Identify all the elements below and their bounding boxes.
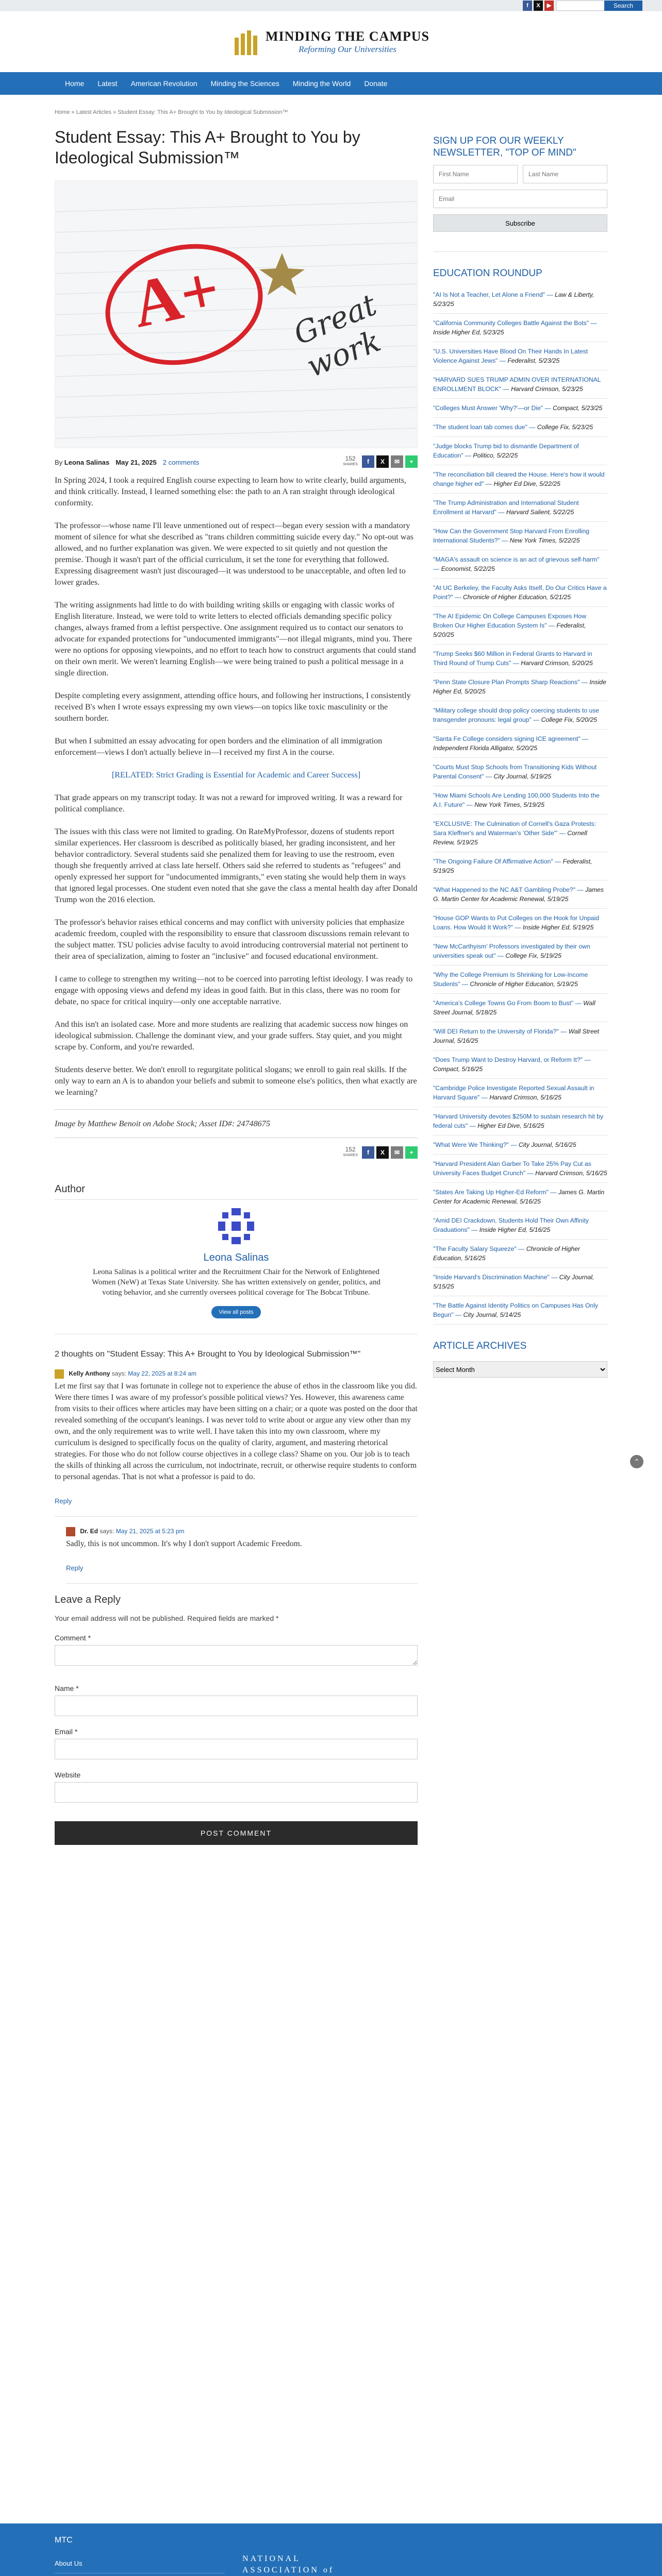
website-label: Website bbox=[55, 1771, 81, 1779]
roundup-item-source: City Journal, 5/16/25 bbox=[518, 1141, 576, 1148]
roundup-item-title[interactable]: "Judge blocks Trump bid to dismantle Department of Education" — bbox=[433, 443, 579, 459]
roundup-item-source: Inside Higher Ed, 5/20/25 bbox=[433, 679, 606, 695]
site-name: MINDING THE CAMPUS bbox=[266, 29, 429, 44]
roundup-item[interactable] bbox=[433, 418, 607, 437]
comments-heading: 2 thoughts on "Student Essay: This A+ Brought to You by Ideological Submission™" bbox=[55, 1350, 361, 1359]
newsletter-name-row bbox=[433, 165, 607, 183]
related-link[interactable]: [RELATED: Strict Grading is Essential for Academic and Career Success] bbox=[111, 770, 361, 779]
roundup-item-source: Federalist, 5/23/25 bbox=[507, 357, 560, 364]
roundup-item[interactable] bbox=[433, 730, 607, 758]
roundup-item[interactable] bbox=[433, 1211, 607, 1240]
roundup-item-source: New York Times, 5/19/25 bbox=[474, 801, 545, 808]
archives-heading: ARTICLE ARCHIVES bbox=[433, 1341, 527, 1351]
roundup-item-title[interactable]: "Colleges Must Answer 'Why?'—or Die" — bbox=[433, 404, 551, 412]
roundup-item-source: City Journal, 5/14/25 bbox=[463, 1311, 521, 1318]
roundup-item[interactable] bbox=[433, 937, 607, 965]
share-facebook-icon[interactable]: f bbox=[362, 455, 374, 468]
roundup-item-source: Federalist, 5/20/25 bbox=[433, 622, 586, 638]
page-title: Student Essay: This A+ Brought to You by Ideological Submission™ bbox=[55, 128, 360, 167]
email-label: Email * bbox=[55, 1727, 78, 1736]
roundup-item-title[interactable]: "The reconciliation bill cleared the House. Here's how it would change higher ed" — bbox=[433, 471, 605, 487]
roundup-item-title[interactable]: "America's College Towns Go From Boom to Bust" — bbox=[433, 999, 582, 1007]
comment-author[interactable]: Dr. Ed bbox=[80, 1528, 98, 1535]
roundup-item-source: Harvard Crimson, 5/16/25 bbox=[489, 1094, 561, 1101]
roundup-item-source: Inside Higher Ed, 5/19/25 bbox=[522, 924, 594, 931]
nas-name: NATIONAL ASSOCIATION of bbox=[242, 2554, 335, 2574]
roundup-item-source: Harvard Salient, 5/22/25 bbox=[506, 509, 574, 516]
commenter-avatar bbox=[55, 1369, 64, 1379]
share-count-number: 152 bbox=[345, 1146, 356, 1153]
roundup-item-title[interactable]: "How Miami Schools Are Lending 100,000 Students Into the A.I. Future" — bbox=[433, 792, 600, 808]
roundup-item-title[interactable]: "How Can the Government Stop Harvard From Enrolling International Students?" — bbox=[433, 528, 590, 544]
author-heading: Author bbox=[55, 1183, 418, 1200]
roundup-item-title[interactable]: "What Were We Thinking?" — bbox=[433, 1141, 517, 1148]
roundup-item-source: Independent Florida Alligator, 5/20/25 bbox=[433, 744, 538, 752]
name-label: Name * bbox=[55, 1684, 79, 1692]
roundup-item-source: Higher Ed Dive, 5/16/25 bbox=[477, 1122, 544, 1129]
roundup-item-source: New York Times, 5/22/25 bbox=[509, 537, 580, 544]
logo-columns-icon[interactable] bbox=[233, 28, 259, 55]
commenter-avatar bbox=[66, 1527, 75, 1536]
site-header bbox=[0, 11, 662, 72]
avatar-icon bbox=[216, 1206, 256, 1246]
comments-link[interactable]: 2 comments bbox=[162, 459, 200, 466]
comment-header bbox=[55, 1369, 418, 1379]
roundup-item-source: Law & Liberty, 5/23/25 bbox=[433, 291, 594, 308]
newsletter-email-input[interactable] bbox=[433, 190, 607, 208]
roundup-item[interactable] bbox=[433, 701, 607, 730]
roundup-item[interactable] bbox=[433, 399, 607, 418]
website-field[interactable] bbox=[55, 1782, 418, 1803]
footer-heading: MTC bbox=[55, 2536, 73, 2545]
roundup-item[interactable] bbox=[433, 1155, 607, 1183]
site-tagline: Reforming Our Universities bbox=[299, 44, 396, 54]
email-field[interactable] bbox=[55, 1739, 418, 1759]
article-paragraph: In Spring 2024, I took a required English course expecting to learn how to write clearly, build arguments, and think critically. Instead, I learned something else: the path to an A ran straight through ideological conformity. bbox=[55, 476, 406, 507]
comment-says: says: bbox=[100, 1528, 114, 1535]
roundup-item[interactable] bbox=[433, 579, 607, 607]
article-paragraph: The issues with this class were not limited to grading. On RateMyProfessor, dozens of students report similar experiences. Her classroom is described as politically biased, her grading inconsistent, and her behavior contradictory. Several students said she penalized them for leaving to use the restroom, even though she frequently arrived at class late herself. Others said she referred to students as "refugees" and openly expressed her support for "undocumented immigrants," even stating she would help them in ways that ignored legal processes. One student even noted that she gave the class a mental health day after Donald Trump won the 2016 election. bbox=[55, 827, 418, 904]
facebook-icon[interactable]: f bbox=[523, 1, 532, 11]
roundup-item[interactable] bbox=[433, 1296, 607, 1325]
post-date: May 21, 2025 bbox=[115, 459, 157, 466]
roundup-item[interactable] bbox=[433, 645, 607, 673]
roundup-item[interactable] bbox=[433, 786, 607, 815]
roundup-item-source: Harvard Crimson, 5/23/25 bbox=[511, 385, 583, 393]
roundup-item[interactable] bbox=[433, 437, 607, 465]
share-more-icon[interactable]: + bbox=[405, 455, 418, 468]
roundup-item-title[interactable]: "HARVARD SUES TRUMP ADMIN OVER INTERNATIONAL ENROLLMENT BLOCK" — bbox=[433, 376, 601, 393]
roundup-item-title[interactable]: "EXCLUSIVE: The Culmination of Cornell's Gaza Protests: Sara Kleffner's and Waterman's 'Other Side'" — bbox=[433, 820, 596, 837]
footer-link[interactable]: About Us bbox=[55, 2554, 225, 2573]
roundup-item[interactable] bbox=[433, 1136, 607, 1155]
roundup-item-title[interactable]: "New McCarthyism' Professors investigated by their own universities speak out" — bbox=[433, 943, 590, 959]
roundup-item-source: Federalist, 5/19/25 bbox=[433, 858, 592, 874]
share-count-label: SHARES bbox=[343, 463, 358, 466]
hero-image bbox=[55, 180, 418, 448]
share-bar bbox=[343, 455, 418, 468]
share-facebook-icon[interactable]: f bbox=[362, 1146, 374, 1159]
roundup-item-title[interactable]: "Santa Fe College considers signing ICE agreement" — bbox=[433, 735, 589, 742]
share-count bbox=[343, 456, 358, 467]
roundup-item-source: Compact, 5/16/25 bbox=[433, 1065, 483, 1073]
nav-latest[interactable]: Latest bbox=[97, 79, 118, 88]
nav-minding-the-sciences[interactable]: Minding the Sciences bbox=[210, 79, 279, 88]
roundup-item[interactable] bbox=[433, 285, 607, 314]
roundup-item[interactable] bbox=[433, 1022, 607, 1050]
author-byline: By Leona Salinas bbox=[55, 459, 110, 466]
logo[interactable] bbox=[266, 29, 429, 55]
share-x-icon[interactable]: X bbox=[376, 1146, 389, 1159]
share-email-icon[interactable]: ✉ bbox=[391, 1146, 403, 1159]
roundup-item-source: City Journal, 5/15/25 bbox=[433, 1274, 594, 1290]
roundup-item-source: Wall Street Journal, 5/16/25 bbox=[433, 1028, 600, 1044]
footer bbox=[0, 2523, 662, 2576]
article-paragraph: And this isn't an isolated case. More and more students are realizing that academic success now hinges on ideological submission. Challenge the dominant view, and your grade suffers. Stay quiet, and you might scrape by. Conform, and you're rewarded. bbox=[55, 1020, 408, 1052]
article-paragraph: Students deserve better. We don't enroll to regurgitate political slogans; we enroll to gain real skills. If the only way to earn an A is to abandon your beliefs and submit to someone else's politics, then what exactly are we learning? bbox=[55, 1065, 417, 1097]
roundup-item[interactable] bbox=[433, 314, 607, 342]
roundup-item-source: College Fix, 5/20/25 bbox=[541, 716, 598, 723]
nav-american-revolution[interactable]: American Revolution bbox=[130, 79, 197, 88]
roundup-item-source: James G. Martin Center for Academic Renewal, 5/19/25 bbox=[433, 886, 604, 903]
roundup-item[interactable] bbox=[433, 880, 607, 909]
roundup-item-title[interactable]: "Courts Must Stop Schools from Transitioning Kids Without Parental Consent" — bbox=[433, 764, 597, 780]
roundup-item-title[interactable]: "The Ongoing Failure Of Affirmative Action" — bbox=[433, 858, 561, 865]
comment-textarea[interactable] bbox=[55, 1645, 418, 1666]
roundup-item-title[interactable]: "Why the College Premium Is Shrinking for Low-Income Students" — bbox=[433, 971, 588, 988]
main-nav bbox=[0, 72, 662, 95]
roundup-item[interactable] bbox=[433, 1268, 607, 1296]
roundup-item[interactable] bbox=[433, 1240, 607, 1268]
author-box bbox=[55, 1206, 418, 1334]
roundup-item-title[interactable]: "At UC Berkeley, the Faculty Asks Itself, Do Our Critics Have a Point?" — bbox=[433, 584, 607, 601]
roundup-item-title[interactable]: "The Trump Administration and International Student Enrollment at Harvard" — bbox=[433, 499, 579, 516]
name-field[interactable] bbox=[55, 1696, 418, 1716]
roundup-item[interactable] bbox=[433, 607, 607, 645]
nav-home[interactable]: Home bbox=[65, 79, 85, 88]
email-note: Your email address will not be published. Required fields are marked * bbox=[55, 1614, 279, 1622]
roundup-item-title[interactable]: "The Faculty Salary Squeeze" — bbox=[433, 1245, 525, 1252]
share-x-icon[interactable]: X bbox=[376, 455, 389, 468]
roundup-item-source: Harvard Crimson, 5/16/25 bbox=[535, 1170, 607, 1177]
roundup-item-title[interactable]: "California Community Colleges Battle Against the Bots" — bbox=[433, 319, 597, 327]
share-count-label: SHARES bbox=[343, 1154, 358, 1157]
roundup-item-source: Cornell Review, 5/19/25 bbox=[433, 829, 587, 846]
subscribe-button[interactable]: Subscribe bbox=[433, 214, 607, 232]
newsletter-heading: SIGN UP FOR OUR WEEKLY NEWSLETTER, "TOP OF MIND" bbox=[433, 135, 576, 158]
comment-label: Comment * bbox=[55, 1634, 91, 1642]
roundup-item[interactable] bbox=[433, 1183, 607, 1211]
roundup-item[interactable] bbox=[433, 1079, 607, 1107]
article-paragraph: Despite completing every assignment, attending office hours, and following her instructions, I consistently received B's when I wrote essays expressing my own views—on topics like toxic masculinity or the southern border. bbox=[55, 691, 411, 723]
roundup-item[interactable] bbox=[433, 965, 607, 994]
roundup-item[interactable] bbox=[433, 1050, 607, 1079]
archives-select[interactable] bbox=[433, 1361, 607, 1378]
roundup-item-title[interactable]: "Penn State Closure Plan Prompts Sharp Reactions" — bbox=[433, 679, 588, 686]
sidebar bbox=[433, 135, 607, 1378]
bottom-share-bar bbox=[55, 1146, 418, 1164]
roundup-item[interactable] bbox=[433, 758, 607, 786]
comment-item bbox=[55, 1369, 418, 1517]
roundup-item-title[interactable]: "Trump Seeks $60 Million in Federal Grants to Harvard in Third Round of Trump Cuts" — bbox=[433, 650, 592, 667]
scroll-to-top-icon[interactable]: ⌃ bbox=[630, 1455, 643, 1468]
article-meta bbox=[55, 455, 418, 466]
roundup-item-source: Compact, 5/23/25 bbox=[553, 404, 603, 412]
share-bar-bottom bbox=[343, 1146, 418, 1159]
roundup-item-title[interactable]: "U.S. Universities Have Blood On Their Hands In Latest Violence Against Jews" — bbox=[433, 348, 588, 364]
roundup-item-title[interactable]: "Does Trump Want to Destroy Harvard, or Reform It?" — bbox=[433, 1056, 591, 1063]
comment-says: says: bbox=[111, 1370, 126, 1378]
comment-header bbox=[66, 1527, 418, 1536]
roundup-item-title[interactable]: "Harvard University devotes $250M to sustain research hit by federal cuts" — bbox=[433, 1113, 604, 1129]
comment-item bbox=[66, 1527, 418, 1584]
nav-minding-the-world[interactable]: Minding the World bbox=[292, 79, 351, 88]
reply-link[interactable]: Reply bbox=[66, 1564, 84, 1572]
roundup-item[interactable] bbox=[433, 342, 607, 370]
roundup-item[interactable] bbox=[433, 465, 607, 494]
roundup-heading: EDUCATION ROUNDUP bbox=[433, 268, 542, 279]
roundup-item-source: Inside Higher Ed, 5/16/25 bbox=[479, 1226, 551, 1233]
article-paragraph: The professor—whose name I'll leave unmentioned out of respect—began every session with a mandatory moment of silence for what she described as "trans children committing suicide every day." No opt-out was allowed, and no further explanation was given. We were expected to sit quietly and not question the premise. Though it wasn't part of the official curriculum, it set the tone for everything that followed. Expressing disagreement wasn't just discouraged—it was understood to be unacceptable, and often led to lower grades. bbox=[55, 521, 413, 587]
share-count-number: 152 bbox=[345, 455, 356, 462]
author-link[interactable]: Leona Salinas bbox=[64, 459, 110, 466]
reply-link[interactable]: Reply bbox=[55, 1497, 72, 1505]
roundup-item[interactable] bbox=[433, 994, 607, 1022]
roundup-item-source: James G. Martin Center for Academic Renewal, 5/16/25 bbox=[433, 1189, 605, 1205]
comment-text: Sadly, this is not uncommon. It's why I don't support Academic Freedom. bbox=[66, 1539, 302, 1548]
comment-date[interactable]: May 21, 2025 at 5:23 pm bbox=[115, 1528, 185, 1535]
comment-author[interactable]: Kelly Anthony bbox=[69, 1370, 110, 1378]
roundup-item-title[interactable]: "The Battle Against Identity Politics on Campuses Has Only Begun" — bbox=[433, 1302, 598, 1318]
roundup-item-source: Chronicle of Higher Education, 5/19/25 bbox=[470, 980, 578, 988]
footer-link[interactable] bbox=[55, 2573, 225, 2576]
content-area bbox=[0, 95, 662, 2528]
roundup-item[interactable] bbox=[433, 550, 607, 579]
roundup-item-source: Wall Street Journal, 5/18/25 bbox=[433, 999, 595, 1016]
share-count-bottom bbox=[343, 1147, 358, 1158]
grade-text: A+ bbox=[125, 251, 226, 342]
view-all-posts-button[interactable]: View all posts bbox=[211, 1306, 260, 1318]
roundup-item-source: College Fix, 5/23/25 bbox=[537, 423, 593, 431]
roundup-item-source: Chronicle of Higher Education, 5/16/25 bbox=[433, 1245, 581, 1262]
search-button[interactable]: Search bbox=[604, 1, 642, 11]
roundup-item-title[interactable]: "Will DEI Return to the University of Florida?" — bbox=[433, 1028, 567, 1035]
roundup-item[interactable] bbox=[433, 852, 607, 880]
roundup-item[interactable] bbox=[433, 370, 607, 399]
roundup-item-title[interactable]: "AI Is Not a Teacher, Let Alone a Friend" — bbox=[433, 291, 553, 298]
roundup-item-title[interactable]: "Inside Harvard's Discrimination Machine" — bbox=[433, 1274, 558, 1281]
article-paragraph: I came to college to strengthen my writing—not to be coerced into parroting leftist ideology. I was ready to engage with opposing views and defend my ideas in good faith. But in this class, there was no room for debate, no space for critical inquiry—only one acceptable narrative. bbox=[55, 974, 413, 1006]
roundup-item-title[interactable]: "The student loan tab comes due" — bbox=[433, 423, 536, 431]
roundup-item-title[interactable]: "States Are Taking Up Higher-Ed Reform" — bbox=[433, 1189, 557, 1196]
footer-links bbox=[55, 2554, 225, 2576]
divider bbox=[433, 251, 607, 252]
roundup-item[interactable] bbox=[433, 673, 607, 701]
roundup-item-source: Inside Higher Ed, 5/23/25 bbox=[433, 329, 504, 336]
roundup-item[interactable] bbox=[433, 1107, 607, 1136]
roundup-list bbox=[433, 285, 607, 1325]
roundup-item-title[interactable]: "Military college should drop policy coercing students to use transgender pronouns: legal group" — bbox=[433, 707, 600, 723]
roundup-item-source: Harvard Crimson, 5/20/25 bbox=[521, 659, 593, 667]
great-work-note: Great work bbox=[288, 287, 386, 384]
youtube-icon[interactable]: ▶ bbox=[544, 1, 554, 11]
first-name-input[interactable] bbox=[433, 165, 518, 183]
author-bio: Leona Salinas is a political writer and the Recruitment Chair for the Network of Enlightened Women (NeW) at Texas State University. She has written extensively on gender, politics, and voting behavior, and she currently oversees political coverage for The Bobcat Tribune. bbox=[92, 1268, 380, 1297]
roundup-item-title[interactable]: "MAGA's assault on science is an act of grievous self-harm" — bbox=[433, 556, 600, 572]
roundup-item-source: Economist, 5/22/25 bbox=[441, 565, 495, 572]
article-paragraph: The professor's behavior raises ethical concerns and may conflict with university policies that emphasize academic freedom, coupled with the responsibility to ensure that classroom discussions remain relevant to the subject matter. TSU policies advise faculty to avoid introducing controversial material not pertinent to their area of specialization, aiming to foster an "inclusive" and focused educational environment. bbox=[55, 918, 409, 961]
roundup-item[interactable] bbox=[433, 522, 607, 550]
roundup-item[interactable] bbox=[433, 909, 607, 937]
x-icon[interactable]: X bbox=[534, 1, 543, 11]
comment-date[interactable]: May 22, 2025 at 8:24 am bbox=[128, 1370, 197, 1378]
leave-reply-heading: Leave a Reply bbox=[55, 1594, 121, 1605]
breadcrumb[interactable]: Home » Latest Articles » Student Essay: This A+ Brought to You by Ideological Submission™ bbox=[55, 109, 288, 115]
roundup-item-title[interactable]: "Cambridge Police Investigate Reported Sexual Assault in Harvard Square" — bbox=[433, 1084, 594, 1101]
comment-text: Let me first say that I was fortunate in college not to experience the abuse of ethos in the classroom like you did. Were there times I was aware of my professor's possible political views? Yes. However, this awareness came from visits to their offices where articles may have been sitting on a chair; or a quote was posted on the door that revealed something of the occupant's leanings. I was never told to write about or argue any view other than my own, and the only requirement was to write well. I have taken this into my own classroom, where my curriculum is designed to specifically focus on the quality of clarity, argument, and mastering rhetorical strategies. For those who do not follow course objectives in a college class? Shame on you. Our job is to teach the skills of thinking all across the curriculum, not indoctrinate, recruit, or otherwise require students to conform to personal agendas. That is not what a professor is paid to do. bbox=[55, 1382, 418, 1481]
roundup-item-title[interactable]: "What Happened to the NC A&T Gambling Probe?" — bbox=[433, 886, 584, 893]
roundup-item-source: Politico, 5/22/25 bbox=[473, 452, 518, 459]
roundup-item-title[interactable]: "House GOP Wants to Put Colleges on the Hook for Unpaid Loans. How Would It Work?" — bbox=[433, 914, 600, 931]
nav-donate[interactable]: Donate bbox=[364, 79, 388, 88]
last-name-input[interactable] bbox=[523, 165, 607, 183]
roundup-item-title[interactable]: "Harvard President Alan Garber To Take 25% Pay Cut as University Faces Budget Crunch" — bbox=[433, 1160, 591, 1177]
share-more-icon[interactable]: + bbox=[405, 1146, 418, 1159]
author-name[interactable]: Leona Salinas bbox=[203, 1252, 269, 1263]
post-comment-button[interactable]: POST COMMENT bbox=[55, 1821, 418, 1845]
roundup-item-source: Chronicle of Higher Education, 5/21/25 bbox=[462, 594, 571, 601]
article-paragraph: That grade appears on my transcript today. It was not a reward for improved writing. It was a reward for political compliance. bbox=[55, 793, 403, 814]
image-credit: Image by Matthew Benoit on Adobe Stock; Asset ID#: 24748675 bbox=[55, 1109, 418, 1138]
article-body bbox=[55, 474, 418, 1138]
social-links bbox=[523, 1, 554, 11]
article bbox=[55, 127, 418, 1845]
roundup-item-title[interactable]: "Amid DEI Crackdown, Students Hold Their Own Affinity Graduations" — bbox=[433, 1217, 589, 1233]
roundup-item-source: City Journal, 5/19/25 bbox=[493, 773, 552, 780]
roundup-item-source: Higher Ed Dive, 5/22/25 bbox=[493, 480, 560, 487]
nas-logo[interactable] bbox=[242, 2553, 381, 2576]
top-bar bbox=[0, 0, 662, 11]
article-paragraph: The writing assignments had little to do with building writing skills or engaging with classic works of English literature. Instead, we were told to write letters to elected officials demanding specific policy changes, always framed from a leftist perspective. One assignment required us to contact our senators to advocate for expanded protections for "undocumented immigrants"—not illegal migrants, mind you. There were no options for opposing viewpoints, and no effort to teach how to construct arguments that could stand on their own merit. We weren't learning English—we were being trained to push a political message in a single direction. bbox=[55, 600, 416, 677]
roundup-item[interactable] bbox=[433, 494, 607, 522]
roundup-item[interactable] bbox=[433, 815, 607, 852]
roundup-item-title[interactable]: "The AI Epidemic On College Campuses Exposes How Broken Our Higher Education System Is" — bbox=[433, 613, 586, 629]
roundup-item-source: College Fix, 5/19/25 bbox=[505, 952, 561, 959]
article-paragraph: But when I submitted an essay advocating for open borders and the elimination of all immigration enforcement—views I don't actually believe in—I received my first A in the course. bbox=[55, 736, 383, 757]
share-email-icon[interactable]: ✉ bbox=[391, 455, 403, 468]
